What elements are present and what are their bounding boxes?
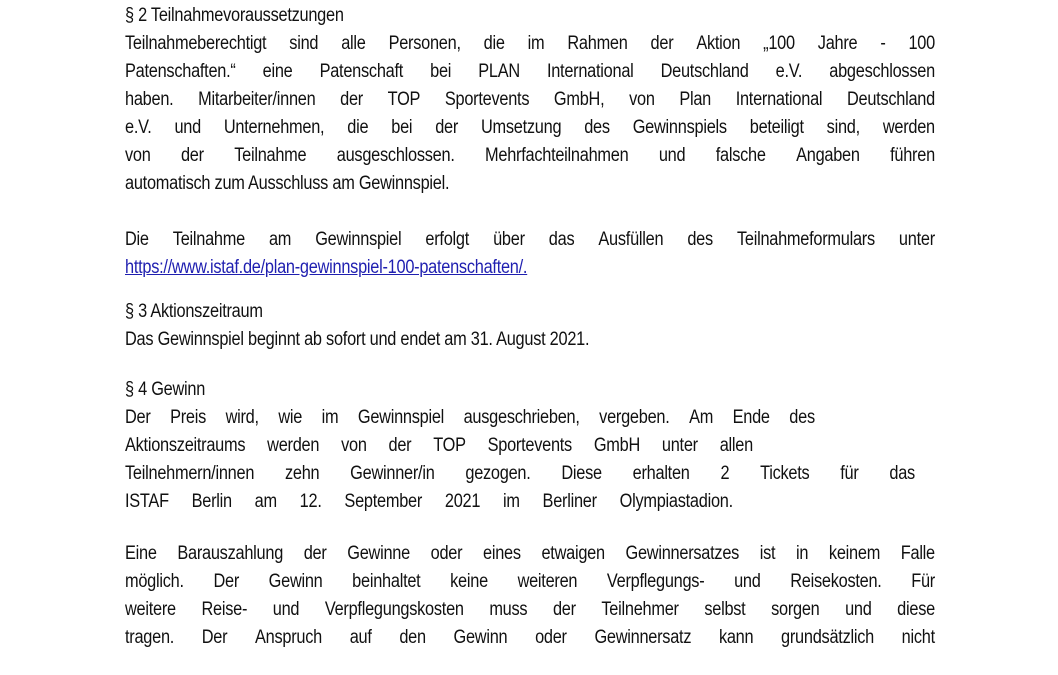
- section-2-paragraph-1: [125, 30, 935, 198]
- section-4-paragraph-1: [125, 404, 935, 516]
- link-line: [125, 254, 822, 282]
- text-line: e.V. und Unternehmen, die bei der Umsetzung des Gewinnspiels beteiligt sind, werden: [125, 117, 935, 138]
- text-line: weitere Reise- und Verpflegungskosten muss der Teilnehmer selbst sorgen und diese: [125, 599, 935, 620]
- gewinnspiel-link[interactable]: https://www.istaf.de/plan-gewinnspiel-100-patenschaften/.: [125, 257, 528, 278]
- text-line: Der Preis wird, wie im Gewinnspiel ausgeschrieben, vergeben. Am Ende des: [125, 407, 815, 428]
- text-line: Teilnahmeberechtigt sind alle Personen, die im Rahmen der Aktion „100 Jahre - 100: [125, 33, 935, 54]
- text-line: möglich. Der Gewinn beinhaltet keine weiteren Verpflegungs- und Reisekosten. Für: [125, 571, 935, 592]
- section-2-paragraph-2-line: [125, 226, 935, 254]
- section-4-heading: § 4 Gewinn: [125, 379, 206, 400]
- text-line: haben. Mitarbeiter/innen der TOP Sportevents GmbH, von Plan International Deutschland: [125, 89, 935, 110]
- section-3-text: Das Gewinnspiel beginnt ab sofort und endet am 31. August 2021.: [125, 329, 590, 350]
- section-4-paragraph-2: [125, 540, 935, 652]
- section-2-heading: § 2 Teilnahmevoraussetzungen: [125, 5, 344, 26]
- text-line: ISTAF Berlin am 12. September 2021 im Berliner Olympiastadion.: [125, 491, 733, 512]
- text-line: Aktionszeitraums werden von der TOP Sportevents GmbH unter allen: [125, 435, 753, 456]
- text-line: automatisch zum Ausschluss am Gewinnspiel.: [125, 173, 450, 194]
- document-page: [125, 2, 935, 652]
- text-line: Teilnehmern/innen zehn Gewinner/in gezogen. Diese erhalten 2 Tickets für das: [125, 463, 915, 484]
- text-line: von der Teilnahme ausgeschlossen. Mehrfachteilnahmen und falsche Angaben führen: [125, 145, 935, 166]
- section-3-heading: § 3 Aktionszeitraum: [125, 301, 263, 322]
- text-line: Die Teilnahme am Gewinnspiel erfolgt über das Ausfüllen des Teilnahmeformulars unter: [125, 229, 935, 250]
- text-line: Patenschaften.“ eine Patenschaft bei PLAN International Deutschland e.V. abgeschlossen: [125, 61, 935, 82]
- text-line: Eine Barauszahlung der Gewinne oder eines etwaigen Gewinnersatzes ist in keinem Falle: [125, 543, 935, 564]
- text-line: tragen. Der Anspruch auf den Gewinn oder Gewinnersatz kann grundsätzlich nicht: [125, 627, 935, 648]
